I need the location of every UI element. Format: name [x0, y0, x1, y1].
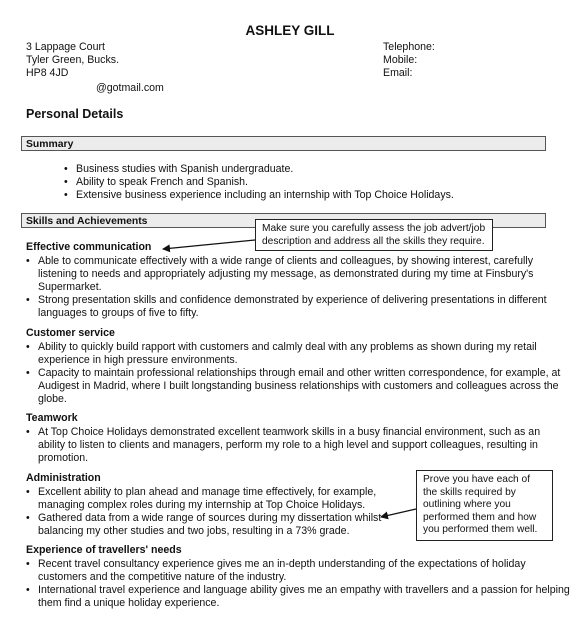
summary-item-text: Extensive business experience including an internship with Top Choice Holidays. — [76, 189, 454, 201]
bullet: • — [26, 367, 30, 379]
address-line-3: HP8 4JD — [26, 67, 69, 79]
bullet: • — [26, 512, 30, 524]
address-line-2: Tyler Green, Bucks. — [26, 54, 120, 66]
personal-details-heading: Personal Details — [26, 107, 124, 121]
mobile-label: Mobile: — [383, 54, 418, 66]
bullet: • — [64, 163, 68, 175]
skill-item-text: Able to communicate effectively with a wide range of clients and colleagues, by showing interest, carefully listening to needs and appropriately adjusting my message, as demonstrated during my time at Finsbury's Supermarket. — [38, 255, 534, 293]
skill-item-text: At Top Choice Holidays demonstrated excellent teamwork skills in a busy financial environment, such as an ability to listen to clients and managers, perform my role to a high level and support colleagues, resulting in promotion. — [38, 426, 541, 464]
skill-item-text: International travel experience and language ability gives me an empathy with travellers and a passion for helping them find a unique holiday experience. — [38, 584, 570, 609]
bullet: • — [26, 341, 30, 353]
callout-prove-skills: Prove you have each of the skills required by outlining where you performed them and how you performed them well. — [416, 470, 553, 541]
skill-item-text: Strong presentation skills and confidence demonstrated by experience of delivering presentations in different languages to groups of five to fifty. — [38, 294, 547, 319]
skill-item-text: Excellent ability to plan ahead and manage time effectively, for example, managing complex roles during my internship at Top Choice Holidays. — [38, 486, 377, 511]
callout-assess-job-advert: Make sure you carefully assess the job advert/job description and address all the skills they require. — [255, 219, 493, 251]
summary-heading: Summary — [26, 139, 74, 150]
section-title-travellers-needs: Experience of travellers' needs — [26, 544, 182, 556]
bullet: • — [26, 584, 30, 596]
skill-item-text: Gathered data from a wide range of sources during my dissertation whilst balancing my other studies and two jobs, resulting in a 73% grade. — [38, 512, 382, 537]
summary-item-text: Business studies with Spanish undergraduate. — [76, 163, 294, 175]
bullet: • — [64, 189, 68, 201]
arrow-to-administration — [381, 509, 416, 517]
skill-item-text: Ability to quickly build rapport with customers and calmly deal with any problems as shown during my retail experience in high pressure environments. — [38, 341, 537, 366]
section-title-administration: Administration — [26, 472, 101, 484]
bullet: • — [26, 294, 30, 306]
skill-item-text: Recent travel consultancy experience gives me an in-depth understanding of the expectations of holiday customers and the competitive nature of the industry. — [38, 558, 526, 583]
skill-item-text: Capacity to maintain professional relationships through email and other written correspondence, for example, at Audigest in Madrid, where I built longstanding business relationships with customers and colleagues across the globe. — [38, 367, 561, 405]
bullet: • — [26, 486, 30, 498]
section-title-teamwork: Teamwork — [26, 412, 78, 424]
summary-item-text: Ability to speak French and Spanish. — [76, 176, 248, 188]
section-title-customer-service: Customer service — [26, 327, 115, 339]
bullet: • — [26, 558, 30, 570]
telephone-label: Telephone: — [383, 41, 435, 53]
email-label: Email: — [383, 67, 413, 79]
bullet: • — [26, 426, 30, 438]
section-title-communication: Effective communication — [26, 241, 152, 253]
candidate-name: ASHLEY GILL — [245, 23, 335, 38]
bullet: • — [64, 176, 68, 188]
skills-heading: Skills and Achievements — [26, 216, 148, 227]
bullet: • — [26, 255, 30, 267]
email-address: @gotmail.com — [96, 82, 164, 94]
arrow-to-effective-communication — [163, 240, 255, 249]
address-line-1: 3 Lappage Court — [26, 41, 105, 53]
